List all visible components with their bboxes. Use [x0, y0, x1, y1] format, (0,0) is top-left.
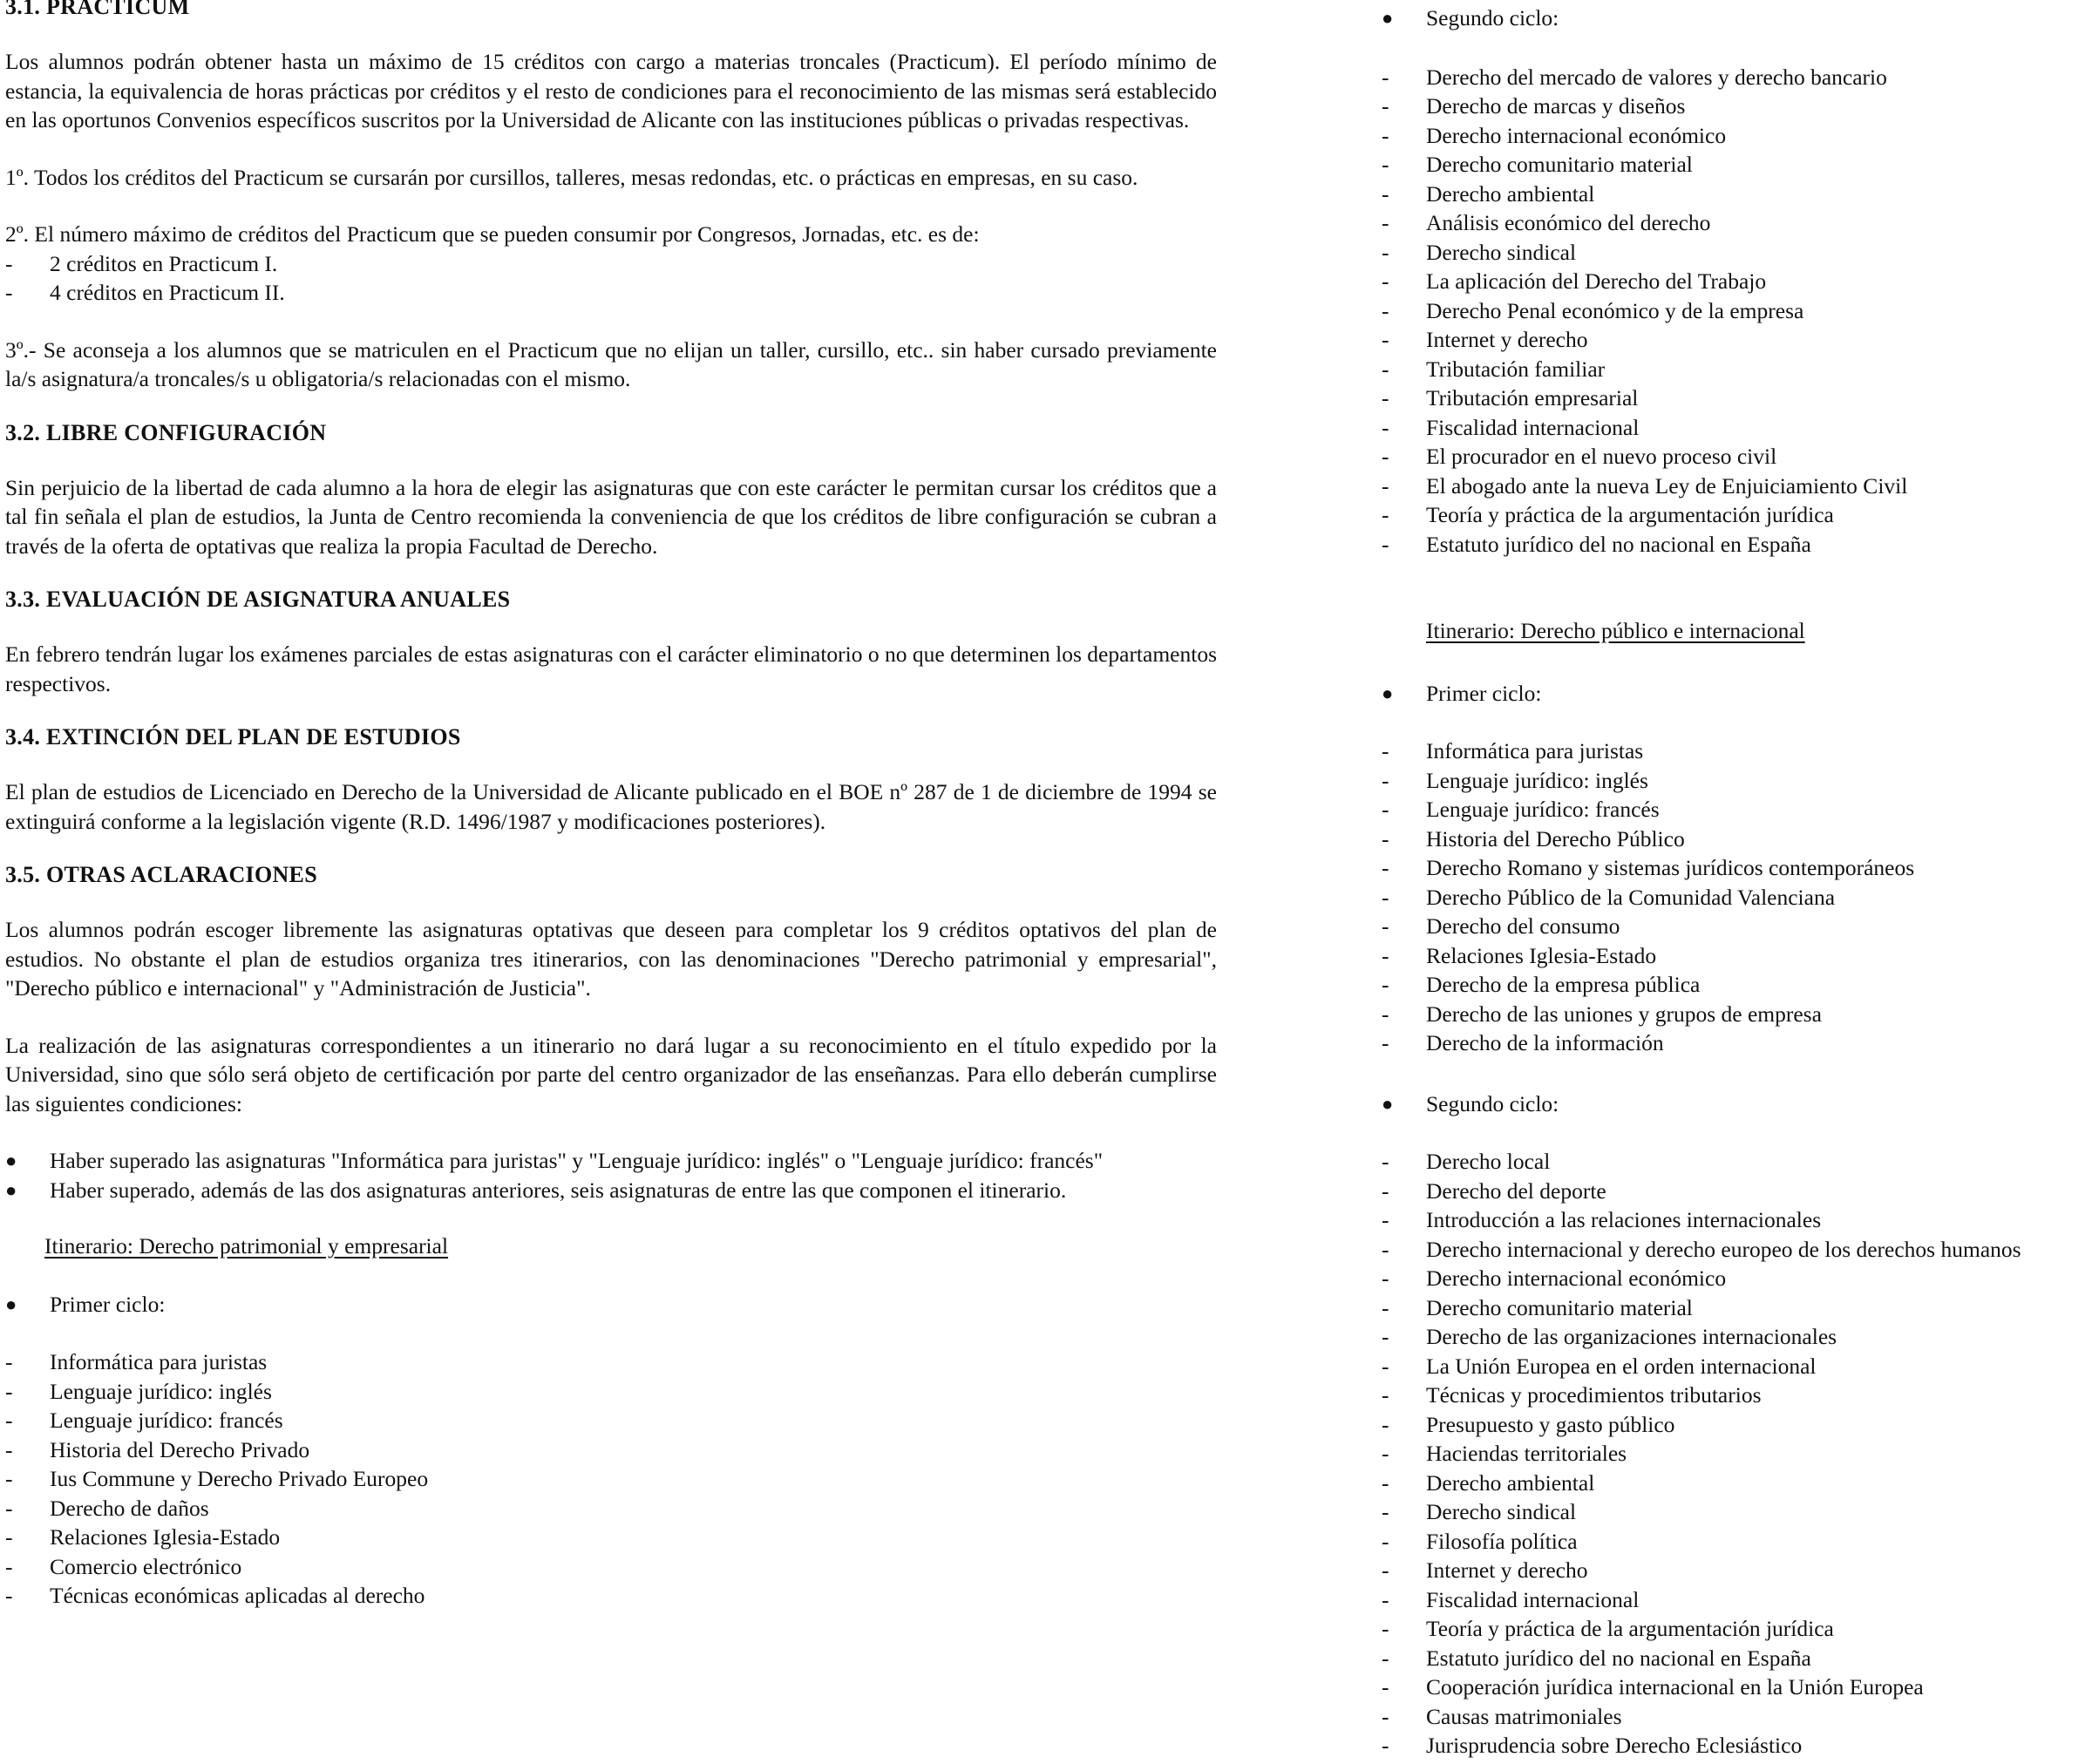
- list-item-text: Historia del Derecho Público: [1426, 825, 1685, 851]
- list-item-text: Comercio electrónico: [50, 1553, 242, 1579]
- list-item-text: Derecho de las organizaciones internacionales: [1426, 1324, 1837, 1349]
- dash-marker: -: [5, 1466, 13, 1491]
- dash-marker: -: [1382, 472, 1389, 499]
- dash-marker: -: [1382, 767, 1389, 793]
- dash-marker: -: [1382, 531, 1389, 557]
- dash-marker: -: [1382, 1616, 1389, 1641]
- section-3-3-paragraph: En febrero tendrán lugar los exámenes parciales de estas asignaturas con el carácter eliminatorio o no que determinen los departamentos respectivos.: [5, 641, 1217, 696]
- list-item: [1382, 530, 2092, 560]
- list-item-text: Estatuto jurídico del no nacional en España: [1426, 1645, 1811, 1671]
- dash-marker: -: [1382, 1324, 1389, 1349]
- dash-marker: -: [1382, 1353, 1389, 1379]
- list-item: [1382, 1614, 2092, 1644]
- list-item: [5, 1377, 1217, 1407]
- dash-marker: -: [1382, 942, 1389, 968]
- list-item-text: Análisis económico del derecho: [1426, 210, 1711, 235]
- dash-marker: -: [5, 1553, 13, 1579]
- list-item: [1382, 355, 2092, 384]
- section-3-5-paragraph-1: Los alumnos podrán escoger libremente las asignaturas optativas que deseen para completar los 9 créditos optativos del plan de estudios. No obstante el plan de estudios organiza tres itinerarios, con las denominaciones "Derecho patrimonial y empresarial", "Derecho público e internacional" y "Administración de Justicia".: [5, 917, 1217, 1001]
- list-item: [1382, 1439, 2092, 1469]
- dash-marker: -: [1382, 64, 1389, 90]
- condition-bullet: ● Haber superado, además de las dos asignaturas anteriores, seis asignaturas de entre las que componen el itinerario.: [5, 1176, 1217, 1205]
- list-item: [1382, 941, 2092, 971]
- list-item-text: Derecho local: [1426, 1149, 1551, 1174]
- list-item-text: Relaciones Iglesia-Estado: [1426, 942, 1657, 968]
- dash-marker: -: [1382, 1149, 1389, 1174]
- list-item-text: Derecho de marcas y diseños: [1426, 93, 1686, 119]
- dash-marker: -: [1382, 1528, 1389, 1554]
- itinerary-2-segundo-ciclo-list: [1382, 1147, 2092, 1761]
- itinerary-2-primer-ciclo-list: [1382, 736, 2092, 1058]
- list-item-text: Estatuto jurídico del no nacional en España: [1426, 531, 1811, 557]
- dash-marker: -: [1382, 152, 1389, 177]
- dash-marker: -: [1382, 93, 1389, 119]
- dash-marker: -: [1382, 122, 1389, 148]
- dash-marker: -: [5, 1583, 13, 1608]
- list-item-text: Derecho ambiental: [1426, 180, 1595, 207]
- dash-marker: -: [5, 1495, 13, 1521]
- list-item: [1382, 736, 2092, 766]
- dash-marker: -: [5, 280, 13, 305]
- list-item: [1382, 853, 2092, 883]
- list-item: [5, 1347, 1217, 1377]
- list-item: [5, 1435, 1217, 1465]
- bullet-marker: ●: [5, 1178, 17, 1201]
- list-item-text: Derecho del mercado de valores y derecho bancario: [1426, 64, 1887, 90]
- list-item: [1382, 1235, 2092, 1265]
- list-item: [1382, 1028, 2092, 1058]
- itinerary-1-primer-ciclo-label: ● Primer ciclo:: [5, 1290, 1217, 1320]
- list-item: [1382, 472, 2092, 501]
- list-item-text: Derecho del consumo: [1426, 913, 1620, 939]
- right-column: [1382, 0, 2092, 1761]
- dash-marker: -: [5, 1436, 13, 1462]
- list-item-text: Tributación familiar: [1426, 356, 1606, 382]
- list-item: [5, 1464, 1217, 1494]
- section-3-2-heading: 3.2. LIBRE CONFIGURACIÓN: [5, 419, 327, 445]
- list-item: [1382, 1644, 2092, 1673]
- list-item-text: Derecho de la empresa pública: [1426, 972, 1701, 997]
- list-item-text: Lenguaje jurídico: inglés: [50, 1378, 272, 1404]
- dash-marker: -: [1382, 180, 1389, 207]
- section-3-1-paragraph-1: Los alumnos podrán obtener hasta un máximo de 15 créditos con cargo a materias troncales (Practicum). El período mínimo de estancia, la equivalencia de horas prácticas por créditos y el resto de condiciones para el reconocimiento de las mismas será establecido en las oportunos Convenios específicos suscritos por la Universidad de Alicante con las instituciones públicas o privadas respectivas.: [5, 49, 1217, 132]
- list-item-text: Informática para juristas: [1426, 738, 1644, 763]
- left-column: [5, 0, 1217, 1611]
- bullet-marker: ●: [5, 1150, 17, 1171]
- list-item: [1382, 63, 2092, 92]
- section-3-1-paragraph-3: 2º. El número máximo de créditos del Practicum que se pueden consumir por Congresos, Jornadas, etc. es de:: [5, 221, 980, 247]
- list-item: [5, 1552, 1217, 1582]
- dash-marker: -: [1382, 1441, 1389, 1466]
- dash-marker: -: [1382, 385, 1389, 410]
- dash-marker: -: [1382, 1645, 1389, 1671]
- list-item: [5, 1494, 1217, 1523]
- list-item-text: La aplicación del Derecho del Trabajo: [1426, 268, 1767, 294]
- list-item-text: Causas matrimoniales: [1426, 1703, 1622, 1729]
- list-item-text: Relaciones Iglesia-Estado: [50, 1524, 281, 1550]
- itinerary-1-title: Itinerario: Derecho patrimonial y empresarial: [44, 1233, 449, 1259]
- list-item: [1382, 121, 2092, 151]
- dash-marker: -: [1382, 1499, 1389, 1524]
- itinerary-2-title: Itinerario: Derecho público e internacional: [1426, 618, 1805, 643]
- list-item: [5, 1406, 1217, 1435]
- list-item-text: Derecho Romano y sistemas jurídicos contemporáneos: [1426, 855, 1915, 880]
- section-3-5-heading: 3.5. OTRAS ACLARACIONES: [5, 862, 317, 887]
- list-item-text: Derecho internacional económico: [1426, 1265, 1727, 1291]
- dash-marker: -: [1382, 1265, 1389, 1291]
- list-item-text: Lenguaje jurídico: francés: [1426, 797, 1660, 822]
- section-3-1-heading: 3.1. PRACTICUM: [5, 0, 190, 19]
- dash-marker: -: [1382, 297, 1389, 323]
- list-item-text: Derecho Penal económico y de la empresa: [1426, 297, 1804, 323]
- list-item: [1382, 325, 2092, 355]
- dash-marker: -: [1382, 414, 1389, 440]
- list-item: [1382, 383, 2092, 413]
- list-item: [1382, 1410, 2092, 1440]
- dash-marker: -: [1382, 738, 1389, 763]
- dash-marker: -: [1382, 1469, 1389, 1496]
- list-item: [1382, 150, 2092, 180]
- itinerary-2-segundo-ciclo-label: ● Segundo ciclo:: [1382, 1089, 2092, 1119]
- condition-bullet: ● Haber superado las asignaturas "Informática para juristas" y "Lenguaje jurídico: inglés" o "Lenguaje jurídico: francés": [5, 1146, 1217, 1176]
- list-item: [1382, 1381, 2092, 1410]
- dash-marker: -: [1382, 884, 1389, 910]
- list-item: [1382, 180, 2092, 209]
- dash-marker: -: [5, 1524, 13, 1550]
- list-item-text: Derecho de las uniones y grupos de empresa: [1426, 1001, 1822, 1027]
- list-item-text: Derecho internacional económico: [1426, 122, 1727, 148]
- list-item-text: Historia del Derecho Privado: [50, 1436, 310, 1462]
- dash-marker: -: [5, 250, 13, 276]
- dash-marker: -: [1382, 797, 1389, 822]
- bullet-marker: ●: [1382, 682, 1394, 704]
- itinerary-1-segundo-ciclo-label: ● Segundo ciclo:: [1382, 3, 2092, 33]
- list-item: [1382, 766, 2092, 796]
- list-item-text: Derecho del deporte: [1426, 1177, 1606, 1204]
- list-item: [5, 1523, 1217, 1552]
- dash-marker: -: [1382, 1557, 1389, 1583]
- dash-marker: -: [1382, 972, 1389, 997]
- list-item-text: Filosofía política: [1426, 1528, 1578, 1554]
- list-item-text: Tributación empresarial: [1426, 385, 1639, 410]
- section-3-1-paragraph-4: 3º.- Se aconseja a los alumnos que se matriculen en el Practicum que no elijan un taller, cursillo, etc.. sin haber cursado previamente la/s asignatura/a troncales/s u obligatoria/s relacionadas con el mismo.: [5, 336, 1217, 391]
- list-item: [1382, 970, 2092, 1000]
- list-item: [1382, 1469, 2092, 1498]
- list-item-text: Derecho sindical: [1426, 239, 1577, 265]
- list-item-text: Derecho comunitario material: [1426, 1294, 1693, 1320]
- list-item: [1382, 1672, 2092, 1702]
- dash-marker: -: [5, 1378, 13, 1404]
- list-item: [1382, 413, 2092, 443]
- list-item: [1382, 1000, 2092, 1029]
- dash-marker: -: [5, 1408, 13, 1433]
- practicum-credit-item: - 4 créditos en Practicum II.: [5, 278, 1217, 308]
- list-item-text: Técnicas económicas aplicadas al derecho: [50, 1583, 425, 1608]
- section-3-4-heading: 3.4. EXTINCIÓN DEL PLAN DE ESTUDIOS: [5, 724, 461, 750]
- list-item-text: El procurador en el nuevo proceso civil: [1426, 444, 1777, 469]
- list-item: [1382, 1527, 2092, 1557]
- list-item-text: Cooperación jurídica internacional en la Unión Europea: [1426, 1674, 1924, 1700]
- dash-marker: -: [1382, 1207, 1389, 1232]
- list-item: [1382, 1322, 2092, 1352]
- list-item: [1382, 1205, 2092, 1235]
- list-item-text: Lenguaje jurídico: francés: [50, 1408, 283, 1433]
- list-item: [1382, 208, 2092, 238]
- list-item-text: Derecho internacional y derecho europeo de los derechos humanos: [1426, 1236, 2021, 1262]
- dash-marker: -: [1382, 1382, 1389, 1408]
- list-item: [1382, 238, 2092, 268]
- dash-marker: -: [1382, 1703, 1389, 1729]
- section-3-4-paragraph: El plan de estudios de Licenciado en Derecho de la Universidad de Alicante publicado en el BOE nº 287 de 1 de diciembre de 1994 se extinguirá conforme a la legislación vigente (R.D. 1496/1987 y modificaciones posteriores).: [5, 779, 1217, 834]
- dash-marker: -: [1382, 1001, 1389, 1027]
- itinerary-1-primer-ciclo-list: [5, 1347, 1217, 1611]
- list-item: [1382, 824, 2092, 854]
- list-item: [1382, 442, 2092, 472]
- list-item: [1382, 1177, 2092, 1206]
- list-item-text: Derecho de la información: [1426, 1030, 1664, 1055]
- list-item-text: Derecho de daños: [50, 1495, 209, 1521]
- list-item-text: Fiscalidad internacional: [1426, 1586, 1640, 1612]
- list-item-text: Informática para juristas: [50, 1349, 268, 1374]
- list-item-text: Fiscalidad internacional: [1426, 414, 1640, 440]
- list-item: [1382, 296, 2092, 326]
- list-item: [1382, 1702, 2092, 1732]
- section-3-5-paragraph-2: La realización de las asignaturas correspondientes a un itinerario no dará lugar a su reconocimiento en el título expedido por la Universidad, sino que sólo será objeto de certificación por parte del centro organizador de las enseñanzas. Para ello deberán cumplirse las siguientes condiciones:: [5, 1032, 1217, 1116]
- dash-marker: -: [1382, 1586, 1389, 1612]
- section-3-2-paragraph: Sin perjuicio de la libertad de cada alumno a la hora de elegir las asignaturas que con este carácter le permitan cursar los créditos que a tal fin señala el plan de estudios, la Junta de Centro recomienda la conveniencia de que los créditos de libre configuración se cubran a través de la oferta de optativas que realiza la propia Facultad de Derecho.: [5, 474, 1217, 559]
- list-item: [1382, 912, 2092, 941]
- list-item: [1382, 1731, 2092, 1761]
- list-item: [1382, 92, 2092, 121]
- dash-marker: -: [1382, 327, 1389, 352]
- bullet-marker: ●: [5, 1292, 17, 1315]
- list-item-text: El abogado ante la nueva Ley de Enjuiciamiento Civil: [1426, 472, 1908, 499]
- list-item-text: Internet y derecho: [1426, 327, 1588, 352]
- list-item: [5, 1581, 1217, 1611]
- dash-marker: -: [5, 1349, 13, 1374]
- dash-marker: -: [1382, 1030, 1389, 1055]
- dash-marker: -: [1382, 502, 1389, 527]
- dash-marker: -: [1382, 1294, 1389, 1320]
- list-item-text: Teoría y práctica de la argumentación jurídica: [1426, 1616, 1834, 1641]
- list-item-text: Ius Commune y Derecho Privado Europeo: [50, 1466, 429, 1491]
- list-item: [1382, 795, 2092, 824]
- list-item: [1382, 267, 2092, 296]
- bullet-marker: ●: [1382, 1092, 1394, 1115]
- list-item-text: Derecho comunitario material: [1426, 152, 1693, 177]
- list-item: [1382, 1293, 2092, 1323]
- dash-marker: -: [1382, 268, 1389, 294]
- dash-marker: -: [1382, 855, 1389, 880]
- dash-marker: -: [1382, 444, 1389, 469]
- list-item-text: Introducción a las relaciones internacionales: [1426, 1207, 1822, 1232]
- dash-marker: -: [1382, 210, 1389, 235]
- list-item: [1382, 1147, 2092, 1177]
- list-item-text: Jurisprudencia sobre Derecho Eclesiástico: [1426, 1733, 1803, 1758]
- list-item: [1382, 1352, 2092, 1381]
- dash-marker: -: [1382, 356, 1389, 382]
- dash-marker: -: [1382, 1177, 1389, 1204]
- list-item-text: Haciendas territoriales: [1426, 1441, 1627, 1466]
- list-item: [1382, 1497, 2092, 1527]
- dash-marker: -: [1382, 1674, 1389, 1700]
- list-item: [1382, 883, 2092, 913]
- dash-marker: -: [1382, 239, 1389, 265]
- list-item-text: Internet y derecho: [1426, 1557, 1588, 1583]
- section-3-1-paragraph-2: 1º. Todos los créditos del Practicum se cursarán por cursillos, talleres, mesas redondas, etc. o prácticas en empresas, en su caso.: [5, 164, 1138, 190]
- list-item-text: Derecho Público de la Comunidad Valenciana: [1426, 884, 1836, 910]
- dash-marker: -: [1382, 1236, 1389, 1262]
- itinerary-2-primer-ciclo-label: ● Primer ciclo:: [1382, 679, 2092, 709]
- itinerary-1-segundo-ciclo-list: [1382, 63, 2092, 560]
- list-item: [1382, 1585, 2092, 1615]
- list-item: [1382, 1556, 2092, 1585]
- list-item-text: La Unión Europea en el orden internacional: [1426, 1353, 1817, 1379]
- dash-marker: -: [1382, 1411, 1389, 1437]
- dash-marker: -: [1382, 913, 1389, 939]
- section-3-3-heading: 3.3. EVALUACIÓN DE ASIGNATURA ANUALES: [5, 587, 511, 612]
- list-item-text: Lenguaje jurídico: inglés: [1426, 767, 1648, 793]
- bullet-marker: ●: [1382, 7, 1394, 29]
- list-item-text: Teoría y práctica de la argumentación jurídica: [1426, 502, 1834, 527]
- list-item: [1382, 1264, 2092, 1293]
- list-item-text: Derecho sindical: [1426, 1499, 1577, 1524]
- list-item-text: Técnicas y procedimientos tributarios: [1426, 1382, 1762, 1408]
- dash-marker: -: [1382, 825, 1389, 851]
- practicum-credit-item: - 2 créditos en Practicum I.: [5, 249, 1217, 279]
- list-item-text: Derecho ambiental: [1426, 1469, 1595, 1496]
- list-item-text: Presupuesto y gasto público: [1426, 1411, 1675, 1437]
- list-item: [1382, 500, 2092, 530]
- dash-marker: -: [1382, 1733, 1389, 1758]
